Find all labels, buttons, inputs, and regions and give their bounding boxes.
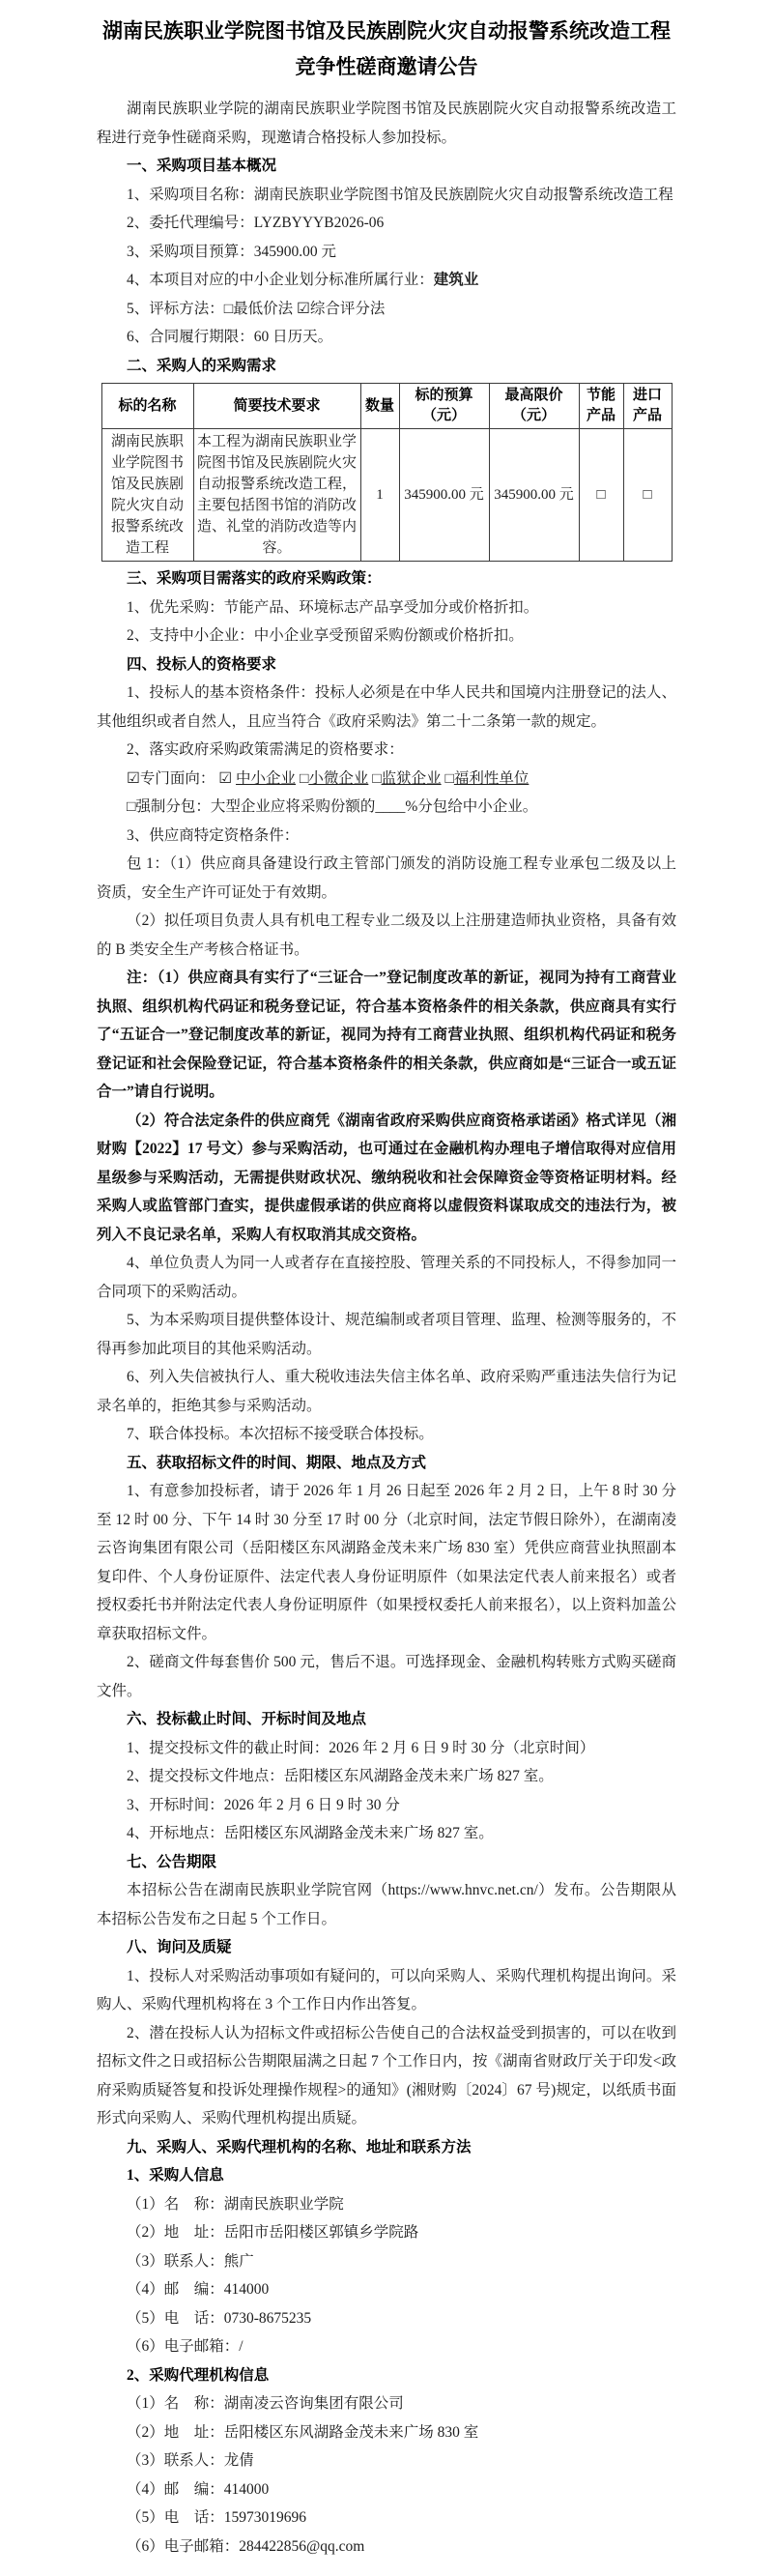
item-6-2: 2、提交投标文件地点：岳阳楼区东风湖路金茂未来广场 827 室。 bbox=[127, 1768, 554, 1784]
item-4-6: 6、列入失信被执行人、重大税收违法失信主体名单、政府采购严重违法失信行为记录名单的，拒绝其参与采购活动。 bbox=[97, 1369, 676, 1414]
section-4-heading: 四、投标人的资格要求 bbox=[127, 655, 277, 673]
item-4-2-checkboxes: ☑专门面向： ☑ 中小企业 □小微企业 □监狱企业 □福利性单位 bbox=[127, 769, 530, 787]
item-7-1: 本招标公告在湖南民族职业学院官网（https://www.hnvc.net.cn/）发布。公告期限从本招标公告发布之日起 5 个工作日。 bbox=[97, 1882, 676, 1927]
table-header-cell: 简要技术要求 bbox=[193, 384, 360, 429]
note-paragraph-1: 注：（1）供应商具有实行了“三证合一”登记制度改革的新证，视同为持有工商营业执照、组织机构代码证和税务登记证，符合基本资格条件的相关条款，供应商具有实行了“五证合一”登记制度改革的新证，视同为持有工商营业执照、组织机构代码证和税务登记证和社会保险登记证，符合基本资格条件的相关条款，供应商如是“三证合一或五证合一”请自行说明。 bbox=[97, 970, 676, 1100]
agency-zipcode: （4）邮 编：414000 bbox=[127, 2480, 270, 2498]
table-header-cell: 标的预算（元） bbox=[399, 384, 489, 429]
item-4-1: 1、投标人的基本资格条件：投标人必须是在中华人民共和国境内注册登记的法人、其他组织或者自然人，且应当符合《政府采购法》第二十二条第一款的规定。 bbox=[97, 684, 676, 730]
section-6-heading: 六、投标截止时间、开标时间及地点 bbox=[127, 1711, 367, 1727]
item-8-2: 2、潜在投标人认为招标文件或招标公告使自己的合法权益受到损害的，可以在收到招标文件之日或招标公告期限届满之日起 7 个工作日内，按《湖南省财政厅关于印发<政府采购质疑答复和投诉处理操作规程>的通知》(湘财购〔2024〕67 号)规定，以纸质书面形式向采购人、采购代理机构提出质疑。 bbox=[97, 2024, 676, 2127]
purchaser-zipcode: （4）邮 编：414000 bbox=[127, 2281, 270, 2298]
item-4-2: 2、落实政府采购政策需满足的资格要求： bbox=[127, 741, 404, 758]
table-cell: 湖南民族职业学院图书馆及民族剧院火灾自动报警系统改造工程 bbox=[101, 429, 193, 562]
table-cell: □ bbox=[579, 429, 623, 562]
agency-name: （1）名 称：湖南凌云咨询集团有限公司 bbox=[127, 2395, 404, 2412]
item-5-2: 2、磋商文件每套售价 500 元，售后不退。可选择现金、金融机构转账方式购买磋商文件。 bbox=[97, 1654, 676, 1699]
table-header-cell: 进口产品 bbox=[623, 384, 672, 429]
section-5-heading: 五、获取招标文件的时间、期限、地点及方式 bbox=[127, 1454, 427, 1471]
item-6-1: 1、提交投标文件的截止时间：2026 年 2 月 6 日 9 时 30 分（北京时间） bbox=[127, 1739, 595, 1756]
table-header-cell: 节能产品 bbox=[579, 384, 623, 429]
item-4-5: 5、为本采购项目提供整体设计、规范编制或者项目管理、监理、检测等服务的，不得再参加此项目的其他采购活动。 bbox=[97, 1312, 676, 1357]
procurement-requirements-table bbox=[101, 383, 673, 562]
agency-phone: （5）电 话：15973019696 bbox=[127, 2509, 307, 2526]
item-4-7: 7、联合体投标。本次招标不接受联合体投标。 bbox=[127, 1426, 434, 1442]
table-header-cell: 标的名称 bbox=[101, 384, 193, 429]
note-paragraph-2: （2）符合法定条件的供应商凭《湖南省政府采购供应商资格承诺函》格式详见（湘财购【2022】17 号文）参与采购活动，也可通过在金融机构办理电子增信取得对应信用星级参与采购活动，无需提供财政状况、缴纳税收和社会保障资金等资格证明材料。经采购人或监管部门查实，提供虚假承诺的供应商将以虚假资料谋取成交的违法行为，被列入不良记录名单，采购人有权取消其成交资格。 bbox=[97, 1112, 676, 1243]
table-cell: 345900.00 元 bbox=[399, 429, 489, 562]
item-3-2: 2、支持中小企业：中小企业享受预留采购份额或价格折扣。 bbox=[127, 627, 524, 644]
page-title-line2: 竞争性磋商邀请公告 bbox=[295, 56, 478, 78]
item-6-3: 3、开标时间：2026 年 2 月 6 日 9 时 30 分 bbox=[127, 1796, 400, 1813]
section-1-heading: 一、采购项目基本概况 bbox=[127, 158, 277, 174]
purchaser-contact: （3）联系人：熊广 bbox=[127, 2252, 254, 2270]
item-1-1: 1、采购项目名称：湖南民族职业学院图书馆及民族剧院火灾自动报警系统改造工程 bbox=[127, 186, 673, 203]
item-4-3: 3、供应商特定资格条件： bbox=[127, 826, 300, 844]
table-cell: 本工程为湖南民族职业学院图书馆及民族剧院火灾自动报警系统改造工程，主要包括图书馆的消防改造、礼堂的消防改造等内容。 bbox=[193, 429, 360, 562]
item-1-3: 3、采购项目预算：345900.00 元 bbox=[127, 243, 337, 260]
agency-address: （2）地 址：岳阳楼区东风湖路金茂未来广场 830 室 bbox=[127, 2423, 479, 2441]
table-cell: □ bbox=[623, 429, 672, 562]
intro-paragraph: 湖南民族职业学院的湖南民族职业学院图书馆及民族剧院火灾自动报警系统改造工程进行竞争性磋商采购，现邀请合格投标人参加投标。 bbox=[97, 101, 676, 146]
item-4-2-subcontract: □强制分包：大型企业应将采购份额的____%分包给中小企业。 bbox=[127, 798, 538, 815]
table-cell: 1 bbox=[360, 429, 399, 562]
item-1-6: 6、合同履行期限：60 日历天。 bbox=[127, 329, 333, 345]
table-header-row bbox=[101, 384, 672, 429]
purchaser-address: （2）地 址：岳阳市岳阳楼区郭镇乡学院路 bbox=[127, 2224, 419, 2241]
table-cell: 345900.00 元 bbox=[489, 429, 579, 562]
item-5-1: 1、有意参加投标者，请于 2026 年 1 月 26 日起至 2026 年 2 月 2 日，上午 8 时 30 分至 12 时 00 分、下午 14 时 30 分至 17 时 00 分（北京时间，法定节假日除外），在湖南凌云咨询集团有限公司（岳阳楼区东风湖路金茂未来广场 830 室）凭供应商营业执照副本复印件、个人身份证原件、法定代表人身份证明原件（如果法定代表人前来报名）或者授权委托书并附法定代表人身份证明原件（如果授权委托人前来报名），以上资料加盖公章获取招标文件。 bbox=[97, 1483, 676, 1642]
page-title-line1: 湖南民族职业学院图书馆及民族剧院火灾自动报警系统改造工程 bbox=[102, 20, 671, 43]
item-3-1: 1、优先采购：节能产品、环境标志产品享受加分或价格折扣。 bbox=[127, 598, 539, 616]
item-1-5: 5、评标方法：□最低价法 ☑综合评分法 bbox=[127, 300, 386, 317]
table-header-cell: 数量 bbox=[360, 384, 399, 429]
table-row bbox=[101, 429, 672, 562]
item-4-4: 4、单位负责人为同一人或者存在直接控股、管理关系的不同投标人，不得参加同一合同项下的采购活动。 bbox=[97, 1255, 676, 1300]
section-2-heading: 二、采购人的采购需求 bbox=[127, 357, 277, 374]
item-4-3-package1: 包 1：（1）供应商具备建设行政主管部门颁发的消防设施工程专业承包二级及以上资质，安全生产许可证处于有效期。 bbox=[97, 855, 676, 901]
agency-contact: （3）联系人：龙倩 bbox=[127, 2452, 254, 2469]
table-header-cell: 最高限价（元） bbox=[489, 384, 579, 429]
section-3-heading: 三、采购项目需落实的政府采购政策： bbox=[127, 570, 382, 587]
section-8-heading: 八、询问及质疑 bbox=[127, 1939, 232, 1955]
document-body bbox=[97, 95, 676, 2561]
section-7-heading: 七、公告期限 bbox=[127, 1853, 217, 1870]
section-9-heading: 九、采购人、采购代理机构的名称、地址和联系方法 bbox=[127, 2138, 472, 2156]
agency-info-heading: 2、采购代理机构信息 bbox=[127, 2366, 270, 2384]
purchaser-name: （1）名 称：湖南民族职业学院 bbox=[127, 2195, 344, 2213]
agency-email: （6）电子邮箱：284422856@qq.com bbox=[127, 2537, 365, 2555]
item-1-4: 4、本项目对应的中小企业划分标准所属行业：建筑业 bbox=[127, 272, 479, 288]
purchaser-phone: （5）电 话：0730-8675235 bbox=[127, 2309, 312, 2327]
item-1-2: 2、委托代理编号：LYZBYYYB2026-06 bbox=[127, 215, 385, 231]
item-8-1: 1、投标人对采购活动事项如有疑问的，可以向采购人、采购代理机构提出询问。采购人、采购代理机构将在 3 个工作日内作出答复。 bbox=[97, 1967, 676, 2012]
purchaser-email: （6）电子邮箱：/ bbox=[127, 2338, 243, 2355]
purchaser-info-heading: 1、采购人信息 bbox=[127, 2167, 224, 2184]
item-6-4: 4、开标地点：岳阳楼区东风湖路金茂未来广场 827 室。 bbox=[127, 1825, 494, 1841]
item-4-3-package1-2: （2）拟任项目负责人具有机电工程专业二级及以上注册建造师执业资格，具备有效的 B 类安全生产考核合格证书。 bbox=[97, 912, 676, 958]
